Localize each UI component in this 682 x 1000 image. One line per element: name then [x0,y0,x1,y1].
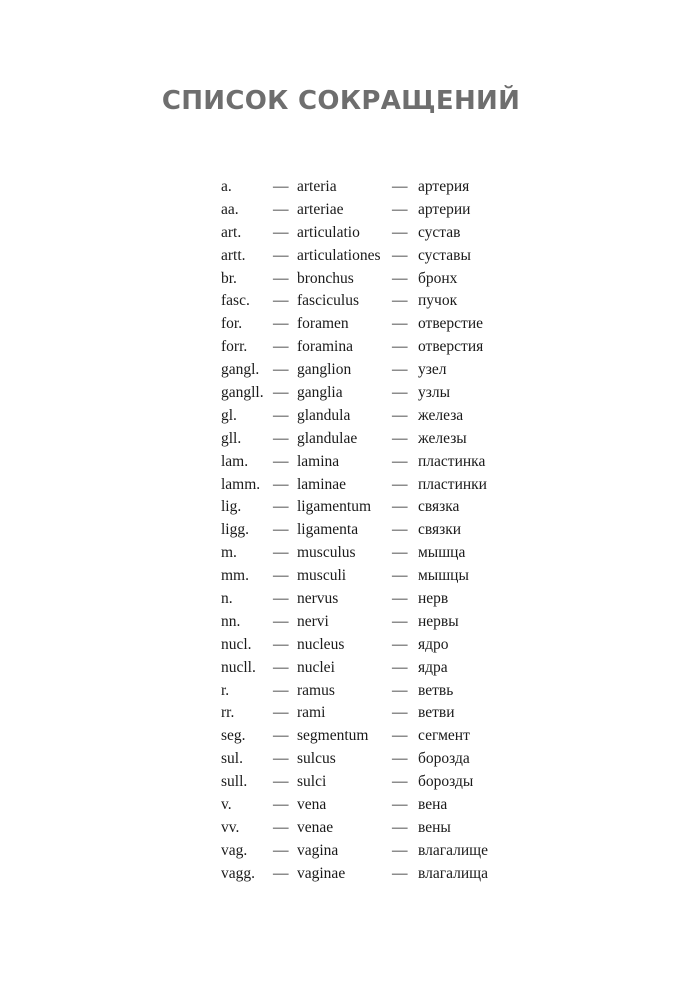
latin-term: ganglia [297,384,343,402]
latin-term: nuclei [297,658,335,676]
russian-term: связка [418,498,460,516]
dash-separator: — [273,750,289,768]
abbreviation: m. [221,544,237,562]
dash-separator: — [392,200,408,218]
dash-separator: — [273,384,289,402]
abbreviation: vv. [221,818,240,836]
list-item [221,405,521,428]
abbreviation: artt. [221,246,246,264]
latin-term: sulci [297,773,327,791]
latin-term: sulcus [297,750,336,768]
latin-term: ganglion [297,361,352,379]
russian-term: бронх [418,269,458,287]
abbreviation: gangl. [221,361,260,379]
abbreviation: rr. [221,704,235,722]
russian-term: пластинки [418,475,487,493]
dash-separator: — [392,246,408,264]
latin-term: lamina [297,452,340,470]
russian-term: нервы [418,612,459,630]
list-item [221,702,521,725]
list-item [221,840,521,863]
latin-term: arteria [297,178,337,195]
dash-separator: — [392,292,408,310]
dash-separator: — [273,773,289,791]
latin-term: musculus [297,544,356,562]
dash-separator: — [273,521,289,539]
latin-term: rami [297,704,326,722]
russian-term: отверстие [418,315,484,333]
abbreviation: v. [221,796,232,814]
dash-separator: — [273,178,289,195]
list-item [221,542,521,565]
dash-separator: — [392,315,408,333]
russian-term: артерия [418,178,470,195]
dash-separator: — [392,773,408,791]
list-item [221,748,521,771]
list-item [221,313,521,336]
russian-term: узел [418,361,447,379]
dash-separator: — [392,727,408,745]
page-title: СПИСОК СОКРАЩЕНИЙ [161,86,521,116]
latin-term: foramen [297,315,349,333]
abbreviation: r. [221,681,230,699]
abbreviation: for. [221,315,243,333]
russian-term: мышцы [418,567,469,585]
dash-separator: — [392,635,408,653]
latin-term: nucleus [297,635,345,653]
dash-separator: — [392,796,408,814]
list-item [221,657,521,680]
latin-term: articulationes [297,246,381,264]
abbreviation: mm. [221,567,249,585]
list-item [221,863,521,886]
dash-separator: — [273,864,289,882]
dash-separator: — [392,475,408,493]
russian-term: узлы [418,384,451,402]
dash-separator: — [273,635,289,653]
russian-term: вены [418,818,451,836]
list-item [221,771,521,794]
latin-term: ramus [297,681,335,699]
list-item [221,245,521,268]
russian-term: борозды [418,773,474,791]
russian-term: суставы [418,246,471,264]
dash-separator: — [273,452,289,470]
russian-term: пластинка [418,452,486,470]
list-item [221,680,521,703]
list-item [221,199,521,222]
list-item [221,794,521,817]
abbreviation: fasc. [221,292,250,310]
abbreviation: seg. [221,727,246,745]
dash-separator: — [273,567,289,585]
list-item [221,428,521,451]
abbreviation: lamm. [221,475,261,493]
dash-separator: — [273,704,289,722]
dash-separator: — [392,384,408,402]
dash-separator: — [273,361,289,379]
dash-separator: — [392,818,408,836]
dash-separator: — [392,612,408,630]
list-item [221,474,521,497]
abbreviation: a. [221,178,232,195]
list-item [221,451,521,474]
dash-separator: — [392,658,408,676]
dash-separator: — [273,544,289,562]
latin-term: venae [297,818,334,836]
dash-separator: — [273,818,289,836]
abbreviation: art. [221,223,242,241]
dash-separator: — [273,406,289,424]
abbreviation: nucl. [221,635,252,653]
abbreviation: sul. [221,750,243,768]
abbreviation: lig. [221,498,242,516]
list-item [221,222,521,245]
abbreviation: ligg. [221,521,249,539]
list-item [221,634,521,657]
latin-term: arteriae [297,200,344,218]
list-item [221,725,521,748]
dash-separator: — [392,178,408,195]
russian-term: сустав [418,223,461,241]
latin-term: musculi [297,567,347,585]
list-item [221,268,521,291]
list-item [221,565,521,588]
dash-separator: — [392,521,408,539]
list-item [221,176,521,199]
list-item [221,611,521,634]
dash-separator: — [392,864,408,882]
dash-separator: — [273,200,289,218]
latin-term: segmentum [297,727,369,745]
latin-term: nervus [297,590,339,608]
latin-term: fasciculus [297,292,359,310]
latin-term: vagina [297,841,339,859]
latin-term: articulatio [297,223,360,241]
latin-term: glandula [297,406,351,424]
list-item [221,382,521,405]
dash-separator: — [392,590,408,608]
dash-separator: — [392,750,408,768]
russian-term: ядро [418,635,449,653]
dash-separator: — [392,498,408,516]
russian-term: связки [418,521,462,539]
russian-term: железы [418,429,467,447]
dash-separator: — [392,681,408,699]
dash-separator: — [392,361,408,379]
list-item [221,359,521,382]
abbreviation: sull. [221,773,248,791]
dash-separator: — [392,544,408,562]
dash-separator: — [273,590,289,608]
abbreviation: nucll. [221,658,256,676]
abbreviation: lam. [221,452,249,470]
latin-term: vaginae [297,864,346,882]
latin-term: glandulae [297,429,358,447]
dash-separator: — [273,246,289,264]
abbreviation: vagg. [221,864,256,882]
russian-term: нерв [418,590,449,608]
russian-term: влагалище [418,841,488,859]
dash-separator: — [273,796,289,814]
dash-separator: — [273,498,289,516]
russian-term: отверстия [418,338,484,356]
dash-separator: — [392,223,408,241]
latin-term: foramina [297,338,353,356]
latin-term: ligamentum [297,498,372,516]
latin-term: bronchus [297,269,354,287]
dash-separator: — [392,429,408,447]
dash-separator: — [273,658,289,676]
dash-separator: — [392,269,408,287]
dash-separator: — [273,429,289,447]
dash-separator: — [392,567,408,585]
dash-separator: — [273,727,289,745]
dash-separator: — [392,452,408,470]
latin-term: vena [297,796,327,814]
latin-term: nervi [297,612,329,630]
abbreviation: br. [221,269,237,287]
list-item [221,817,521,840]
dash-separator: — [273,338,289,356]
dash-separator: — [273,315,289,333]
russian-term: артерии [418,200,471,218]
abbreviation: nn. [221,612,241,630]
russian-term: вена [418,796,448,814]
dash-separator: — [273,269,289,287]
latin-term: laminae [297,475,347,493]
abbreviation: gl. [221,406,237,424]
list-item [221,588,521,611]
abbreviation: aa. [221,200,239,218]
dash-separator: — [392,704,408,722]
dash-separator: — [392,841,408,859]
abbreviation: n. [221,590,233,608]
russian-term: железа [418,406,464,424]
russian-term: ветви [418,704,455,722]
abbreviation: gangll. [221,384,264,402]
russian-term: ветвь [418,681,454,699]
dash-separator: — [273,612,289,630]
dash-separator: — [273,475,289,493]
dash-separator: — [273,292,289,310]
dash-separator: — [273,681,289,699]
dash-separator: — [273,223,289,241]
russian-term: сегмент [418,727,470,745]
list-item [221,496,521,519]
russian-term: ядра [418,658,448,676]
abbreviation: gll. [221,429,242,447]
dash-separator: — [392,338,408,356]
dash-separator: — [392,406,408,424]
russian-term: мышца [418,544,466,562]
list-item [221,336,521,359]
russian-term: пучок [418,292,458,310]
abbreviation: vag. [221,841,248,859]
list-item [221,290,521,313]
abbreviation-list [221,176,521,886]
russian-term: влагалища [418,864,488,882]
latin-term: ligamenta [297,521,359,539]
dash-separator: — [273,841,289,859]
list-item [221,519,521,542]
russian-term: борозда [418,750,470,768]
abbreviation: forr. [221,338,248,356]
